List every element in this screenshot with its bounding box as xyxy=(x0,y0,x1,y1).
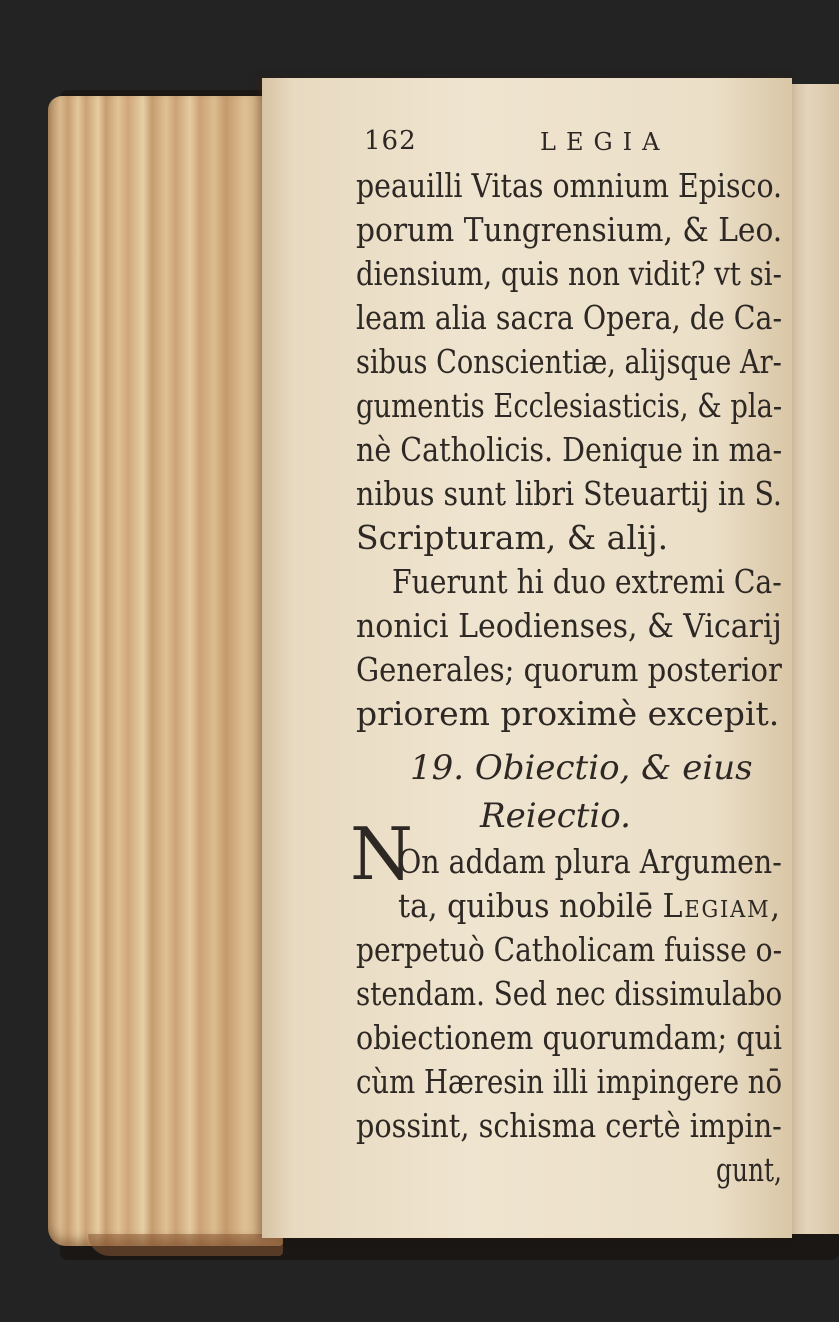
text-line: Fuerunt hi duo extremi Ca- xyxy=(392,562,782,601)
text-line: Scripturam, & alij. xyxy=(356,518,669,557)
text-line xyxy=(398,886,782,925)
text-line: priorem proximè excepit. xyxy=(356,694,780,733)
catchword: gunt, xyxy=(716,1150,782,1189)
facing-page-edge xyxy=(784,84,839,1234)
legia-smallcaps: Legiam, xyxy=(662,886,782,925)
text-line: peauilli Vitas omnium Episco. xyxy=(356,166,783,205)
text-line: nibus sunt libri Steuartij in S. xyxy=(356,474,782,513)
text-line: leam alia sacra Opera, de Ca- xyxy=(356,298,783,337)
text-line: obiectionem quorumdam; qui xyxy=(356,1018,782,1057)
text-line: stendam. Sed nec dissimulabo xyxy=(356,974,783,1013)
text-segment: ta, quibus nobilē xyxy=(398,886,663,925)
text-line: sibus Conscientiæ, alijsque Ar- xyxy=(356,342,782,381)
section-heading-continued: Reiectio. xyxy=(480,796,631,836)
text-line: possint, schisma certè impin- xyxy=(356,1106,782,1145)
text-line: gumentis Ecclesiasticis, & pla- xyxy=(356,386,783,425)
running-title: LEGIA xyxy=(540,128,670,156)
text-line: nè Catholicis. Denique in ma- xyxy=(356,430,783,469)
text-line: On addam plura Argumen- xyxy=(398,842,782,881)
section-heading: 19. Obiectio, & eius xyxy=(410,748,753,788)
page-number: 162 xyxy=(364,126,417,156)
text-line: cùm Hæresin illi impingere nō xyxy=(356,1062,783,1101)
text-line: diensium, quis non vidit? vt si- xyxy=(356,254,782,293)
text-line: Generales; quorum posterior xyxy=(356,650,782,689)
book-fore-edge xyxy=(48,96,283,1246)
text-line: nonici Leodienses, & Vicarij xyxy=(356,606,782,645)
text-line: perpetuò Catholicam fuisse o- xyxy=(356,930,783,969)
drop-capital: N xyxy=(350,812,413,896)
text-line: porum Tungrensium, & Leo. xyxy=(356,210,783,249)
